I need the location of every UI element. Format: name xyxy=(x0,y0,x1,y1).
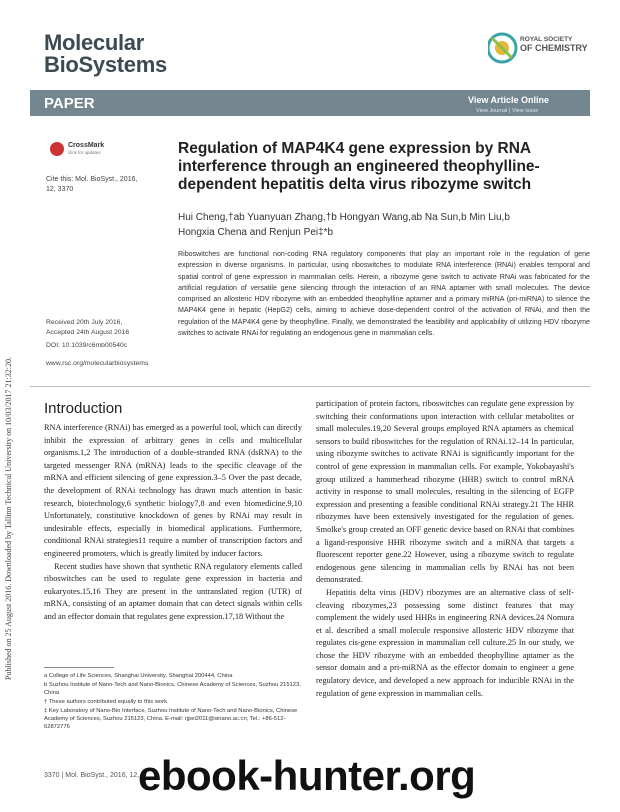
citation: Cite this: Mol. BioSyst., 2016, 12, 3370 xyxy=(46,176,138,193)
journal-url[interactable]: www.rsc.org/molecularbiosystems xyxy=(46,360,149,367)
journal-title-line2: BioSystems xyxy=(44,52,167,77)
paragraph: RNA interference (RNAi) has emerged as a powerful tool, which can directly inhibit the expression of arbitrary genes in cells and multicellular organisms.1,2 The introduction of a double-stranded RNA (dsRNA) to the targeted messenger RNA (mRNA) leads to the specific cleavage of the mRNA and efficient silencing of gene expression.3–5 Over the past decade, the development of RNAi technology has drawn much attention in basic research, biotechnology,6 synthetic biology7,8 and even biomedicine.9,10 Unfortunately, constitutive knockdown of genes by RNAi may result in undesirable effects, especially in biomedical applications. Furthermore, conditional RNAi strategies11 require a number of transcription factors and engineered promoters, which is greatly limited by inducer factors. xyxy=(44,423,302,558)
crossmark-icon[interactable] xyxy=(50,142,64,156)
footnote: a College of Life Sciences, Shanghai University, Shanghai 200444, China xyxy=(44,673,233,679)
body-column-right xyxy=(316,398,574,700)
paragraph: Recent studies have shown that synthetic RNA regulatory elements called riboswitches can be used to regulate gene expression in bacteria and eukaryotes.15,16 They are present in the untranslated region (UTR) of mRNA, consisting of an aptamer domain that can detect signals within cells and an effector domain that regulates gene expression.17,18 Without the xyxy=(44,561,302,621)
journal-title-line1: Molecular xyxy=(44,30,144,55)
article-dates: Received 20th July 2016, Accepted 24th August 2016 xyxy=(46,319,130,336)
footnote-rule xyxy=(44,667,114,668)
footnote: b Suzhou Institute of Nano-Tech and Nano-Bionics, Chinese Academy of Sciences, Suzhou 215123, China xyxy=(44,682,301,696)
divider xyxy=(30,386,590,387)
publisher-name: ROYAL SOCIETY OF CHEMISTRY xyxy=(520,36,588,53)
footnote: ‡ Key Laboratory of Nano-Bio Interface, Suzhou Institute of Nano-Tech and Nano-Bionics, Chinese Academy of Sciences, Suzhou 215123, China. E-mail: rjpei2011@sinano.ac.cn; Tel.: +86-512-62872776 xyxy=(44,708,298,730)
section-label: PAPER xyxy=(44,95,95,112)
footnotes xyxy=(44,672,306,732)
abstract: Riboswitches are functional non-coding RNA regulatory components that play an important role in the regulation of gene expression in diverse organisms. In particular, using riboswitches to modulate RNA interference (RNAi) enables temporal and spatial control of gene expression in mammalian cells. Herein, a ribozyme gene switch to activate RNAi was fabricated for the artificial regulation of versatile gene silencing through the interaction of an RNA aptamer with small molecules. The device comprised an allosteric HDV ribozyme with an embedded theophylline aptamer and a primary miRNA (pri-miRNA) to silence the MAP4K4 gene in hepatic (HepG2) cells, aiming to achieve dose-dependent control of the activation of RNAi, and then the regulation of the MAP4K4 gene by theophylline. Finally, we demonstrated the feasibility and applicability of utilizing HDV ribozyme switches to activate RNAi for regulating an endogenous gene in mammalian cells. xyxy=(178,250,590,338)
section-heading: Introduction xyxy=(44,400,123,417)
doi[interactable]: DOI: 10.1039/c6mb00540c xyxy=(46,342,128,349)
watermark: ebook-hunter.org xyxy=(138,752,476,799)
paragraph: Hepatitis delta virus (HDV) ribozymes are an alternative class of self-cleaving ribozymes,23 possessing some distinct features that may complement the widely used HHRs in engineering RNA devices.24 Nomura et al. described a small molecule responsive allosteric HDV ribozyme that regulates cis-gene expression in mammalian cell culture.25 In our study, we chose the HDV ribozyme with an embedded theophylline aptamer as the sensor domain and a pri-miRNA as the effector domain to engineer a gene regulatory device, and developed a new approach for inducible RNAi in the regulation of gene expression in mammalian cells. xyxy=(316,587,574,698)
page-footer: 3370 | Mol. BioSyst., 2016, 12, xyxy=(44,772,140,779)
crossmark-sub[interactable]: click for updates xyxy=(68,150,101,155)
article-title: Regulation of MAP4K4 gene expression by RNA interference through an engineered theophylline-dependent hepatitis delta virus ribozyme switch xyxy=(178,140,540,193)
crossmark-label[interactable]: CrossMark xyxy=(68,142,105,149)
body-column-left xyxy=(44,422,302,624)
view-article-online-link[interactable]: View Article Online xyxy=(468,95,550,105)
sidebar-published-note: Published on 25 August 2016. Downloaded by Tallinn Technical University on 10/03/2017 21:32:20. xyxy=(4,356,13,680)
view-journal-issue-links[interactable]: View Journal | View Issue xyxy=(476,108,539,114)
paragraph: participation of protein factors, riboswitches can regulate gene expression by switching their conformations upon interaction with cellular metabolites or small molecules.19,20 Several groups employed RNA aptamers as chemical sensors to build riboswitches for the regulation of RNAi.12–14 In particular, using ribozyme switches to activate RNAi is significantly important for the control of gene expression in mammalian cells. For example, Yokobayashi's group utilized a hammerhead ribozyme (HHR) switch to control mRNA activity in response to small molecules, resulting in the silencing of EGFP expression and presenting a feasible conditional RNAi strategy.21 The HHR ribozymes have been extensively investigated for the regulation of genes. Smolke's group created an OFF genetic device based on RNAi that combines a ligand-responsive HHR ribozyme switch and a miRNA that targets a fluorescent reporter gene.22 However, using a ribozyme switch to regulate endogenous gene silencing in mammalian cells by RNAi has not been demonstrated. xyxy=(316,399,574,585)
author-list: Hui Cheng,†ab Yuanyuan Zhang,†b Hongyan Wang,ab Na Sun,b Min Liu,b Hongxia Chena and Renjun Pei‡*b xyxy=(178,212,510,238)
journal-title xyxy=(44,32,167,76)
footnote: † These authors contributed equally to this work. xyxy=(44,699,169,705)
